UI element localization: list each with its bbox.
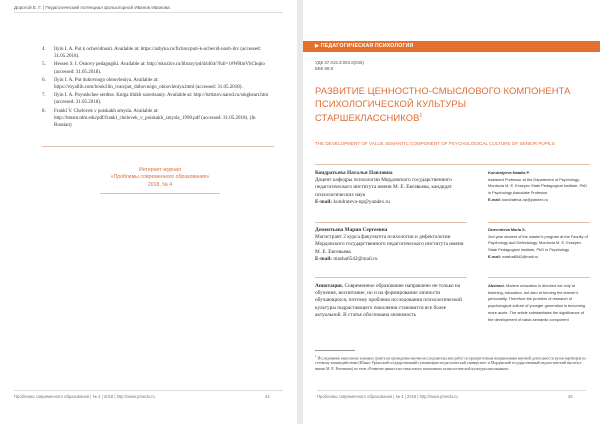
classification-codes bbox=[315, 60, 364, 73]
reference-text: Ilyin I. A. Put duhovnogo obnovleniya. Available at: https://royallib.com/book/ilin_ivan/put_duhovnogo_obnovleniya.html (accessed: 31.05.2018). bbox=[54, 77, 243, 91]
author-ru-2 bbox=[315, 227, 467, 263]
section-label: ▶ ПЕДАГОГИЧЕСКАЯ ПСИХОЛОГИЯ bbox=[315, 43, 414, 49]
author-en-1 bbox=[488, 170, 590, 204]
reference-text: Frankl V. Chelovek v poiskakh smysla. Available at: http://bmsm.tdm.edu/pdf/frankl_chelovek_v_poiskakh_smysla_1990.pdf (accessed: 31.05.2018). (In Russian) bbox=[54, 108, 256, 129]
reference-item bbox=[42, 46, 274, 60]
reference-item bbox=[42, 77, 274, 91]
author-bio: Assistant Professor at the Department of Psychology, Mordovia M. E. Evseyev State Pedagogical Institute, PhD in Psychology Associate Professor bbox=[488, 176, 588, 196]
reference-number: 6. bbox=[42, 77, 46, 83]
reference-text: Hessen S. I. Osnovy pedagogiki. Available at: http://nkozlov.ru/library/pd/d4464/?full=1#WRmVhChqko (accessed: 31.05.2018). bbox=[54, 62, 265, 75]
page-footer: Проблемы современного образования | № 4 | 2018 | http://www.pmedu.ru bbox=[317, 394, 458, 399]
author-divider bbox=[315, 277, 467, 278]
footnote bbox=[315, 354, 590, 372]
reference-item bbox=[42, 108, 274, 130]
article-title-text: РАЗВИТИЕ ЦЕННОСТНО-СМЫСЛОВОГО КОМПОНЕНТА ПСИХОЛОГИЧЕСКОЙ КУЛЬТУРЫ СТАРШЕКЛАССНИКОВ bbox=[315, 85, 571, 124]
author-divider bbox=[488, 277, 590, 278]
signature-divider bbox=[100, 193, 220, 194]
reference-item bbox=[42, 61, 274, 75]
signature-line: 2018, № 4 bbox=[147, 181, 173, 188]
footnote-text: Исследование выполнено в рамках гранта на проведение научно-исследовательских работ по приоритетным направлениям научной деятельности вузов-партнеров по сетевому взаимодействию (Южно-Уральский государственный гуманитарно-педагогический университет и Мордовский государственный педагогический институт имени М. Е. Евсевьева) по теме «Развитие ценностно-смыслового компонента психологической культуры школьников». bbox=[315, 356, 587, 371]
references-divider bbox=[42, 146, 274, 147]
journal-signature bbox=[100, 167, 220, 189]
title-footnote-marker: 1 bbox=[419, 113, 423, 119]
author-name: Кондратьева Наталья Павловна bbox=[315, 170, 393, 176]
signature-line: Интернет-журнал bbox=[138, 167, 182, 173]
reference-item bbox=[42, 92, 274, 106]
author-bio: Магистрант 2 курса факультета психологии и дефектологии Мордовского государственного педагогического института имени М. Е. Евсевьева bbox=[315, 234, 464, 255]
section-banner bbox=[303, 41, 600, 52]
email-label: E-mail: bbox=[488, 196, 501, 202]
running-head: Дорогой Е. Г. | Педагогический потенциал фольклорной Иванов Иванова bbox=[14, 5, 170, 10]
author-email: kondrateva-np@yandex.ru bbox=[502, 196, 548, 202]
abstract-en bbox=[488, 283, 590, 323]
abstract-text: Modern education is directed not only at teaching, education, but also at forming the learner's personality. Therefore the problem of research of psychological culture of younger generation is becoming more acute. The article substantiates the significance of the development of value-semantic component bbox=[488, 283, 585, 322]
reference-number: 5. bbox=[42, 62, 46, 68]
reference-number: 7. bbox=[42, 93, 46, 99]
reference-number: 4. bbox=[42, 47, 46, 52]
author-name: Dementieva Maria S. bbox=[488, 227, 526, 232]
abstract-label: Аннотация. bbox=[315, 283, 344, 289]
email-label: E-mail: bbox=[315, 255, 333, 262]
author-email-line bbox=[488, 254, 590, 261]
page-footer: Проблемы современного образования | № 4 | 2018 | http://www.pmedu.ru bbox=[14, 394, 155, 399]
author-email: kondrateva-np@yandex.ru bbox=[333, 198, 390, 205]
author-name: Дементьева Мария Сергеевна bbox=[315, 227, 388, 233]
article-title bbox=[315, 84, 575, 124]
author-name: Kondratyeva Natalia P. bbox=[488, 170, 530, 175]
author-ru-1 bbox=[315, 170, 467, 206]
email-label: E-mail: bbox=[488, 253, 501, 259]
footnote-marker: 1 bbox=[315, 354, 317, 358]
author-divider bbox=[488, 222, 590, 223]
header-divider bbox=[14, 12, 283, 13]
footnote-divider bbox=[315, 350, 355, 351]
author-bio: Доцент кафедры психологии Мордовского государственного педагогического института имени М. Е. Евсевьева, кандидат психологических наук bbox=[315, 177, 452, 198]
signature-line: «Проблемы современного образования» bbox=[110, 174, 210, 181]
title-divider bbox=[315, 164, 590, 165]
author-email-line bbox=[315, 256, 467, 263]
reference-text: Ilyin I. A. Poyushchee serdtse. Kniga tihikh sozertsaniy. Available at: http://lsrtistov.narod.ru/singheart.htm (accessed: 31.05.2018). bbox=[54, 93, 269, 106]
footer-divider bbox=[317, 390, 586, 391]
left-page bbox=[0, 0, 297, 424]
right-page bbox=[303, 0, 600, 424]
abstract-ru bbox=[315, 283, 467, 319]
reference-text: Ilyin I. A. Put k ochevidnosti. Available at: https://azbyka.ru/fiction/puti-k-ochevid-nosti-iln/ (accessed: 31.05.2018). bbox=[54, 47, 261, 60]
author-divider bbox=[315, 222, 467, 223]
author-email: masha6542@mail.ru bbox=[502, 253, 539, 259]
author-en-2 bbox=[488, 227, 590, 261]
author-bio: 2nd year student of the master's program at the Faculty of Psychology and Defectology, Mordovia M. E. Evseyev State Pedagogical Institute, PhD in Psychology bbox=[488, 233, 588, 253]
page-number: 44 bbox=[265, 394, 270, 399]
reference-list bbox=[42, 46, 274, 130]
abstract-text: Современное образование направлено не только на обучение, воспитание, но и на формирование личности обучающихся, поэтому проблема исследования психологической культуры подрастающего поколения становится все более актуальной. В статье обоснована значимость bbox=[315, 283, 462, 318]
bbk-code: ББК 88.8 bbox=[315, 66, 334, 72]
author-email-line bbox=[488, 197, 590, 204]
author-email-line bbox=[315, 199, 467, 206]
page-number: 45 bbox=[568, 394, 573, 399]
reference-number: 8. bbox=[42, 108, 46, 114]
udc-code: УДК 37.015.3:053.6(045) bbox=[315, 60, 364, 65]
footer-divider bbox=[14, 390, 283, 391]
author-email: masha6542@mail.ru bbox=[333, 255, 378, 262]
article-title-english: THE DEVELOPMENT OF VALUE SEMANTIC COMPONENT OF PSYCHOLOGICAL CULTURE OF SENIOR PUPILS bbox=[315, 141, 555, 146]
email-label: E-mail: bbox=[315, 198, 333, 205]
abstract-label: Abstract. bbox=[488, 283, 505, 288]
